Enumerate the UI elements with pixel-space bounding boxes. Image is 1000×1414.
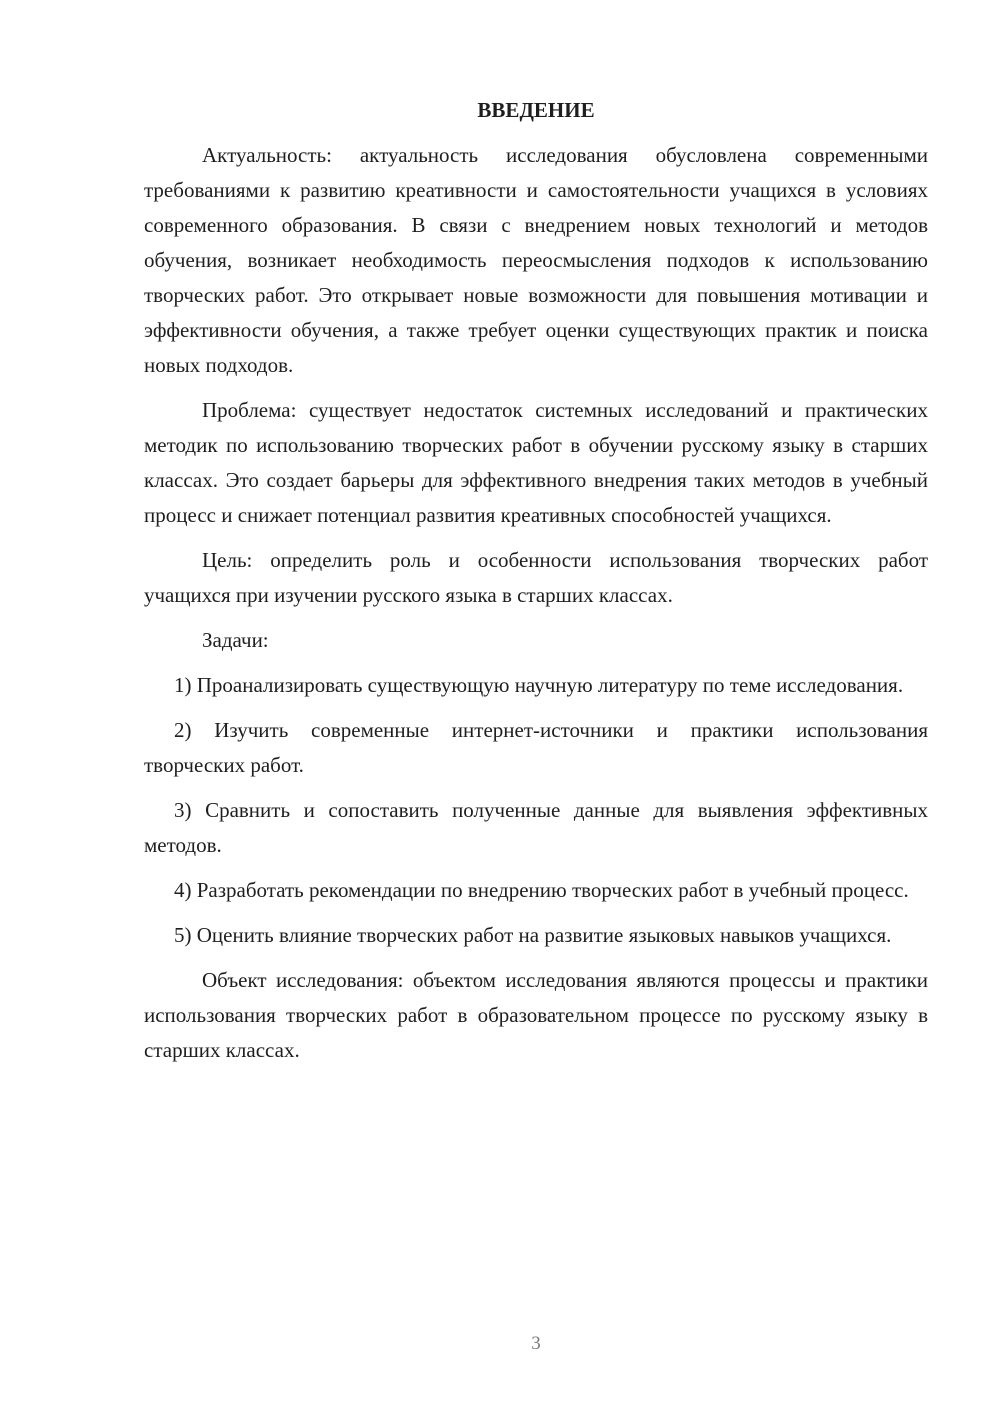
task-item: 2) Изучить современные интернет-источники и практики использования творческих работ.: [144, 718, 928, 777]
page-number: 3: [531, 1333, 541, 1354]
task-item: 4) Разработать рекомендации по внедрению творческих работ в учебный процесс.: [174, 878, 909, 902]
relevance-paragraph: Актуальность: актуальность исследования обусловлена современными требованиями к развитию креативности и самостоятельности учащихся в условиях современного образования. В связи с внедрением новых технологий и методов обучения, возникает необходимость переосмысления подходов к использованию творческих работ. Это открывает новые возможности для повышения мотивации и эффективности обучения, а также требует оценки существующих практик и поиска новых подходов.: [144, 143, 928, 377]
goal-paragraph: Цель: определить роль и особенности использования творческих работ учащихся при изучении русского языка в старших классах.: [144, 548, 928, 607]
problem-paragraph: Проблема: существует недостаток системных исследований и практических методик по использованию творческих работ в обучении русскому языку в старших классах. Это создает барьеры для эффективного внедрения таких методов в учебный процесс и снижает потенциал развития креативных способностей учащихся.: [144, 398, 928, 527]
page-title: ВВЕДЕНИЕ: [477, 98, 595, 122]
page-body: [144, 96, 928, 1078]
object-paragraph: Объект исследования: объектом исследования являются процессы и практики использования творческих работ в образовательном процессе по русскому языку в старших классах.: [144, 968, 928, 1062]
task-item: 5) Оценить влияние творческих работ на развитие языковых навыков учащихся.: [174, 923, 892, 947]
task-item: 3) Сравнить и сопоставить полученные данные для выявления эффективных методов.: [144, 798, 928, 857]
task-item: 1) Проанализировать существующую научную литературу по теме исследования.: [174, 673, 904, 697]
tasks-heading: Задачи:: [202, 628, 269, 652]
